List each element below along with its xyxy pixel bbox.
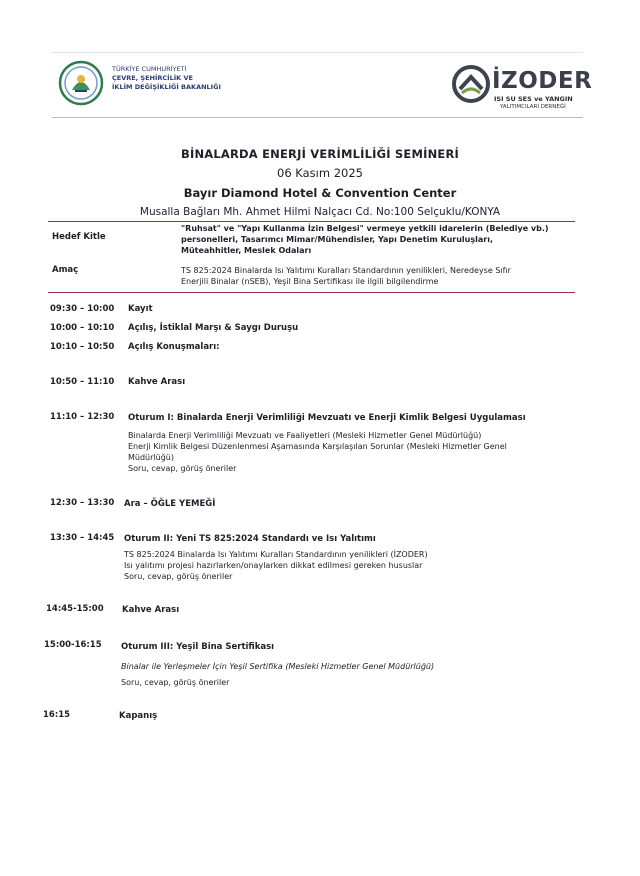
detail-line: Enerji Kimlik Belgesi Düzenlenmesi Aşamasında Karşılaşılan Sorunlar (Mesleki Hizmetler Genel xyxy=(128,442,507,451)
schedule-label: Kapanış xyxy=(119,711,158,721)
detail-line: TS 825:2024 Binalarda Isı Yalıtımı Kuralları Standardının yenilikleri (İZODER) xyxy=(124,550,428,559)
purpose-line: TS 825:2024 Binalarda Isı Yalıtımı Kuralları Standardının yenilikleri, Neredeyse Sıfır xyxy=(181,266,511,275)
divider-bottom xyxy=(48,292,575,293)
target-line: "Ruhsat" ve "Yapı Kullanma İzin Belgesi" vermeye yetkili idarelerin (Belediye vb.) xyxy=(181,224,549,233)
izoder-name: İZODER xyxy=(492,68,593,94)
schedule-label: Açılış Konuşmaları: xyxy=(128,342,220,352)
schedule-time: 10:10 – 10:50 xyxy=(50,342,115,352)
seminar-date: 06 Kasım 2025 xyxy=(277,166,363,180)
schedule-label: Oturum III: Yeşil Bina Sertifikası xyxy=(121,642,275,652)
schedule-label: Kahve Arası xyxy=(122,605,180,615)
divider-top xyxy=(48,221,575,222)
venue-name: Bayır Diamond Hotel & Convention Center xyxy=(183,186,457,200)
ministry-line-3: İKLİM DEĞİŞİKLİĞİ BAKANLIĞI xyxy=(112,83,221,91)
target-audience-label: Hedef Kitle xyxy=(52,232,106,242)
izoder-logo xyxy=(452,65,490,103)
detail-line: Soru, cevap, görüş öneriler xyxy=(124,572,233,581)
schedule-label: Kahve Arası xyxy=(128,377,186,387)
schedule-label: Oturum II: Yeni TS 825:2024 Standardı ve Isı Yalıtımı xyxy=(124,534,376,544)
schedule-time: 09:30 – 10:00 xyxy=(50,304,115,314)
schedule-time: 14:45-15:00 xyxy=(46,604,104,614)
ministry-logo xyxy=(58,60,104,106)
schedule-time: 13:30 – 14:45 xyxy=(50,533,115,543)
schedule-time: 10:50 – 11:10 xyxy=(50,377,115,387)
ministry-line-2: ÇEVRE, ŞEHİRCİLİK VE xyxy=(112,74,193,82)
izoder-subtitle-2: YALITIMCILARI DERNEĞİ xyxy=(500,104,566,110)
schedule-label: Açılış, İstiklal Marşı & Saygı Duruşu xyxy=(128,323,299,333)
session-1-details xyxy=(128,430,507,474)
detail-line: Müdürlüğü) xyxy=(128,453,174,462)
venue-address: Musalla Bağları Mh. Ahmet Hilmi Nalçacı Cd. No:100 Selçuklu/KONYA xyxy=(139,206,501,218)
purpose-line: Enerjili Binalar (nSEB), Yeşil Bina Sertifikası ile ilgili bilgilendirme xyxy=(181,277,439,286)
detail-line: Binalarda Enerji Verimliliği Mevzuatı ve Faaliyetleri (Mesleki Hizmetler Genel Müdürlüğü) xyxy=(128,431,482,440)
target-audience-text xyxy=(181,223,549,256)
schedule-time: 16:15 xyxy=(43,710,71,720)
target-line: personelleri, Tasarımcı Mimar/Mühendisler, Yapı Denetim Kuruluşları, xyxy=(181,235,493,244)
detail-line: Binalar ile Yerleşmeler İçin Yeşil Sertifika (Mesleki Hizmetler Genel Müdürlüğü) xyxy=(121,662,435,671)
purpose-text xyxy=(181,265,511,287)
session-3-details xyxy=(121,661,434,688)
izoder-subtitle: ISI SU SES ve YANGIN xyxy=(494,95,573,103)
schedule-time: 10:00 – 10:10 xyxy=(50,323,115,333)
detail-line: Soru, cevap, görüş öneriler xyxy=(121,678,230,687)
purpose-label: Amaç xyxy=(52,265,79,275)
detail-line: Isı yalıtımı projesi hazırlarken/onaylarken dikkat edilmesi gereken hususlar xyxy=(124,561,423,570)
schedule-label: Kayıt xyxy=(128,304,153,314)
schedule-time: 12:30 – 13:30 xyxy=(50,498,115,508)
schedule-label: Oturum I: Binalarda Enerji Verimliliği Mevzuatı ve Enerji Kimlik Belgesi Uygulaması xyxy=(128,413,526,423)
seminar-title: BİNALARDA ENERJİ VERİMLİLİĞİ SEMİNERİ xyxy=(181,147,459,161)
session-2-details xyxy=(124,549,428,582)
schedule-time: 11:10 – 12:30 xyxy=(50,412,115,422)
target-line: Müteahhitler, Meslek Odaları xyxy=(181,246,312,255)
detail-line: Soru, cevap, görüş öneriler xyxy=(128,464,237,473)
schedule-label: Ara – ÖĞLE YEMEĞİ xyxy=(124,499,216,509)
ministry-line-1: TÜRKİYE CUMHURİYETİ xyxy=(112,65,187,73)
ministry-name xyxy=(112,65,221,92)
schedule-time: 15:00-16:15 xyxy=(44,640,102,650)
